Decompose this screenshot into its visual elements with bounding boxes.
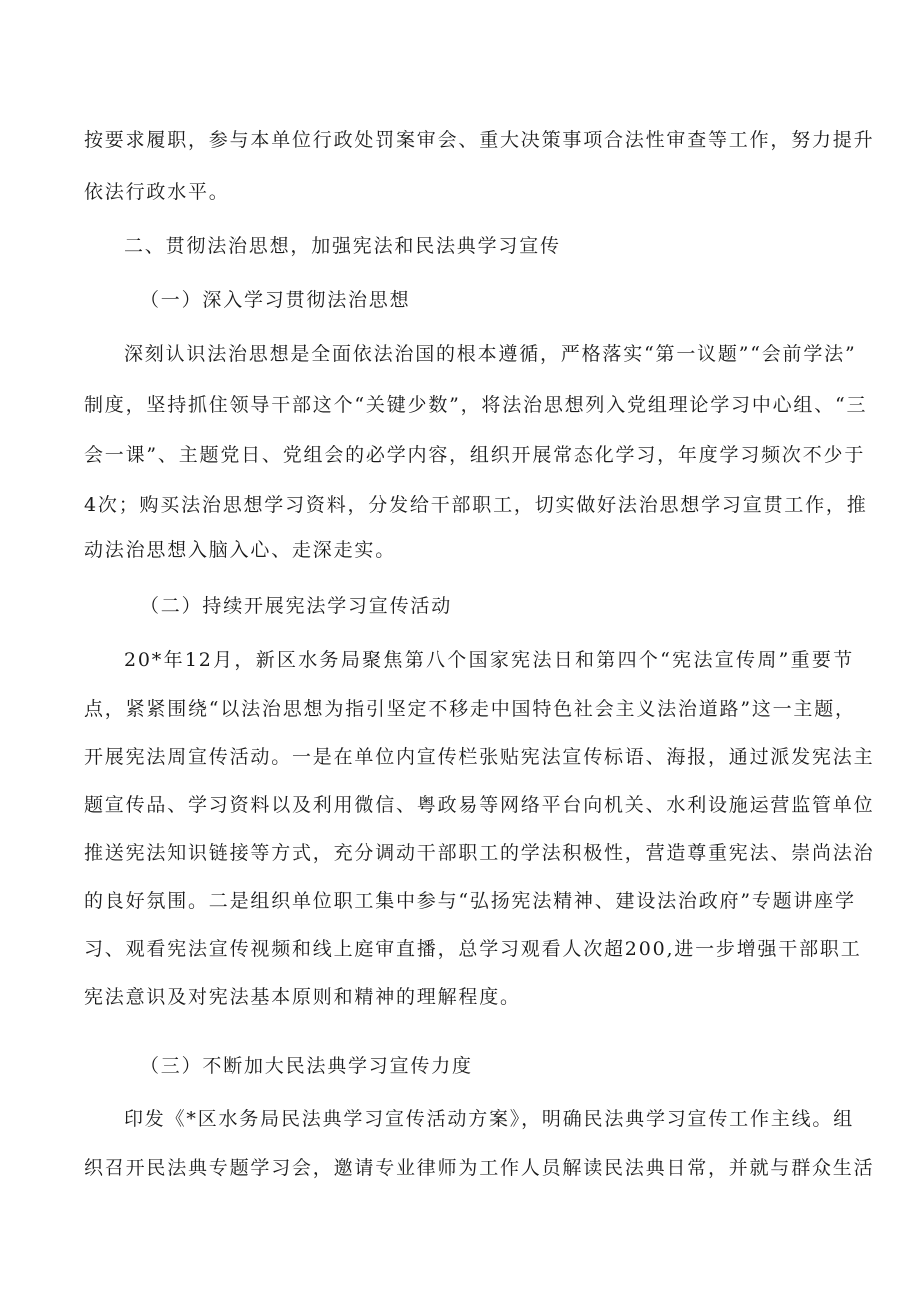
paragraph-line: 点，紧紧围绕“以法治思想为指引坚定不移走中国特色社会主义法治道路”这一主题，	[84, 698, 856, 720]
paragraph-line: 题宣传品、学习资料以及利用微信、粤政易等网络平台向机关、水利设施运营监管单位	[84, 794, 875, 816]
section-heading: 二、贯彻法治思想，加强宪法和民法典学习宣传	[124, 235, 561, 257]
paragraph-line: 深刻认识法治思想是全面依法治国的根本遵循，严格落实“第一议题”“会前学法”	[124, 343, 857, 365]
subsection-heading: （三）不断加大民法典学习宣传力度	[140, 1055, 473, 1077]
paragraph-line: 推送宪法知识链接等方式，充分调动干部职工的学法积极性，营造尊重宪法、崇尚法治	[84, 842, 875, 864]
paragraph-line: 的良好氛围。二是组织单位职工集中参与“弘扬宪法精神、建设法治政府”专题讲座学	[84, 890, 856, 912]
paragraph-line: 制度，坚持抓住领导干部这个“关键少数”，将法治思想列入党组理论学习中心组、“三	[84, 394, 868, 416]
paragraph-line: 会一课”、主题党日、党组会的必学内容，组织开展常态化学习，年度学习频次不少于	[84, 444, 866, 466]
paragraph-line: 动法治思想入脑入心、走深走实。	[84, 539, 397, 561]
subsection-heading: （一）深入学习贯彻法治思想	[140, 289, 411, 311]
subsection-heading: （二）持续开展宪法学习宣传活动	[140, 595, 453, 617]
paragraph-line: 织召开民法典专题学习会，邀请专业律师为工作人员解读民法典日常，并就与群众生活	[84, 1157, 875, 1179]
paragraph-line: 依法行政水平。	[84, 181, 230, 203]
paragraph-line: 习、观看宪法宣传视频和线上庭审直播，总学习观看人次超200,进一步增强干部职工	[84, 938, 862, 960]
paragraph-line: 印发《*区水务局民法典学习宣传活动方案》，明确民法典学习宣传工作主线。组	[124, 1108, 854, 1130]
paragraph-line: 宪法意识及对宪法基本原则和精神的理解程度。	[84, 986, 521, 1008]
paragraph-line: 开展宪法周宣传活动。一是在单位内宣传栏张贴宪法宣传标语、海报，通过派发宪法主	[84, 746, 875, 768]
paragraph-line: 按要求履职，参与本单位行政处罚案审会、重大决策事项合法性审查等工作，努力提升	[84, 129, 875, 151]
paragraph-line: 20*年12月，新区水务局聚焦第八个国家宪法日和第四个“宪法宣传周”重要节	[124, 649, 854, 671]
paragraph-line: 4次；购买法治思想学习资料，分发给干部职工，切实做好法治思想学习宣贯工作，推	[84, 494, 868, 516]
